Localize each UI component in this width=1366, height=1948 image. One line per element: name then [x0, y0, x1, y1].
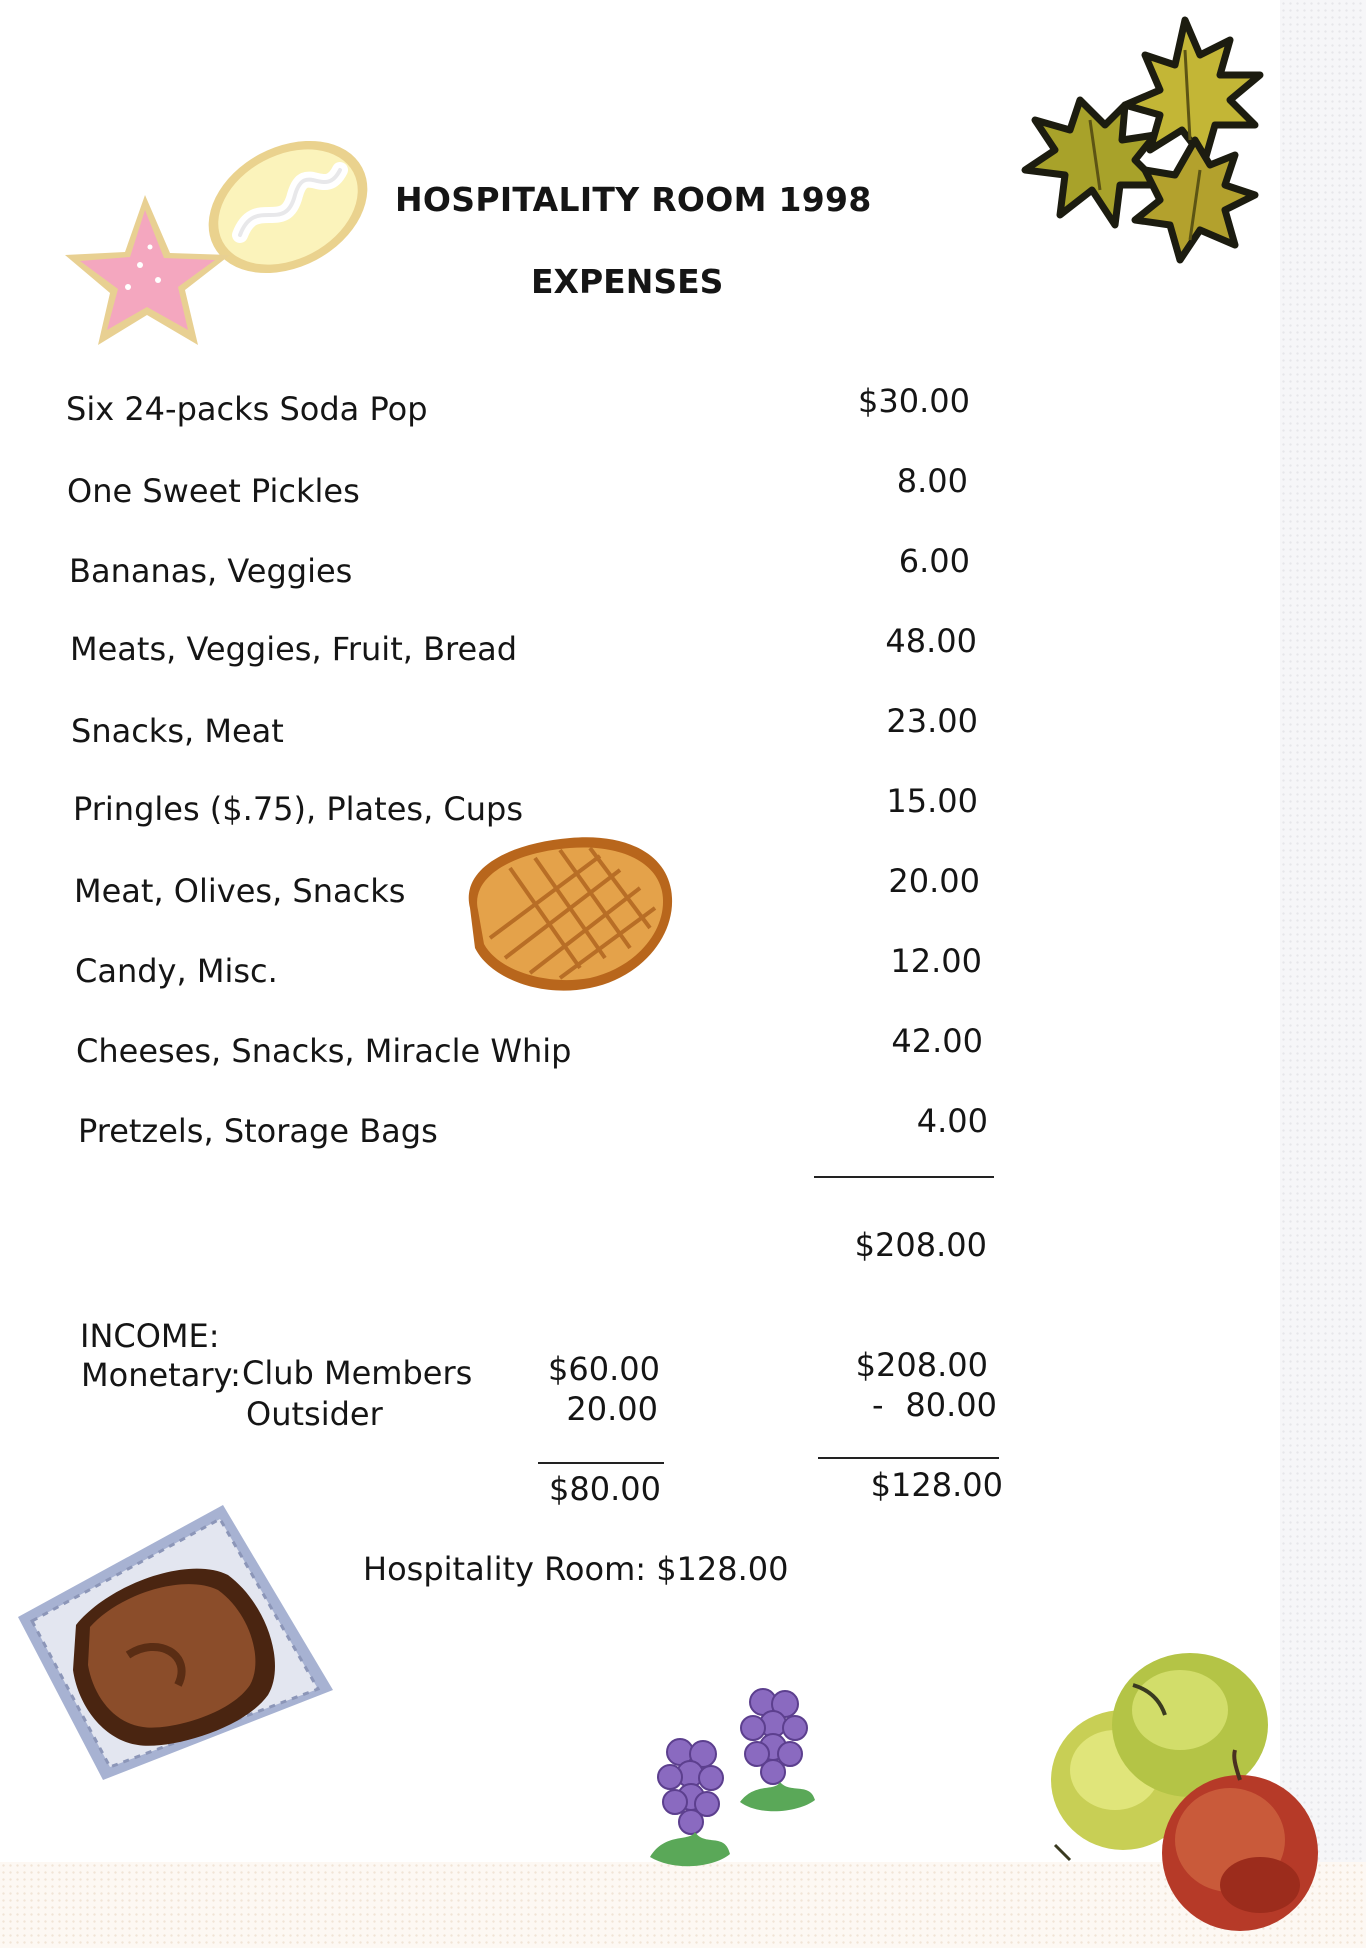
- expense-total: $208.00: [854, 1226, 987, 1264]
- chocolate-candy-image: [18, 1505, 338, 1780]
- expense-amount: 42.00: [891, 1022, 983, 1060]
- monetary-label: Monetary:: [81, 1356, 241, 1394]
- expense-amount: 4.00: [916, 1102, 988, 1140]
- expense-label: Snacks, Meat: [71, 712, 284, 750]
- expense-label: One Sweet Pickles: [67, 472, 360, 510]
- expense-label: Meats, Veggies, Fruit, Bread: [70, 630, 518, 668]
- outsider-label: Outsider: [246, 1395, 383, 1433]
- expense-label: Meat, Olives, Snacks: [74, 872, 406, 910]
- club-members-label: Club Members: [242, 1354, 473, 1392]
- calc-minus-sign: -: [872, 1386, 884, 1424]
- expense-label: Candy, Misc.: [75, 952, 278, 990]
- summary-line: Hospitality Room: $128.00: [363, 1550, 789, 1588]
- expense-amount: 23.00: [886, 702, 978, 740]
- expense-amount: 6.00: [898, 542, 970, 580]
- grape-figurines-image: [645, 1682, 840, 1882]
- income-heading: INCOME:: [80, 1317, 220, 1355]
- income-total: $80.00: [549, 1470, 661, 1508]
- expense-amount: 12.00: [890, 942, 982, 980]
- expense-amount: 15.00: [886, 782, 978, 820]
- expense-label: Pretzels, Storage Bags: [78, 1112, 438, 1150]
- club-members-amount: $60.00: [548, 1350, 660, 1388]
- calc-expenses-amount: $208.00: [855, 1346, 988, 1384]
- income-total-rule: [538, 1462, 664, 1464]
- expense-label: Cheeses, Snacks, Miracle Whip: [76, 1032, 572, 1070]
- document-title: HOSPITALITY ROOM 1998: [395, 180, 872, 219]
- outsider-amount: 20.00: [566, 1390, 658, 1428]
- expense-amount: $30.00: [858, 382, 970, 420]
- expense-amount: 20.00: [888, 862, 980, 900]
- expense-amount: 48.00: [885, 622, 977, 660]
- expense-total-rule: [814, 1176, 994, 1178]
- net-total: $128.00: [870, 1466, 1003, 1504]
- calc-income-amount: 80.00: [905, 1386, 997, 1424]
- sugar-cookies-image: [50, 115, 380, 355]
- peanut-butter-cookie-image: [450, 828, 680, 998]
- maple-leaves-image: [1010, 10, 1285, 270]
- net-total-rule: [818, 1457, 999, 1459]
- expense-label: Pringles ($.75), Plates, Cups: [73, 790, 524, 828]
- expense-amount: 8.00: [896, 462, 968, 500]
- expenses-heading: EXPENSES: [531, 262, 724, 301]
- expense-label: Six 24-packs Soda Pop: [66, 390, 428, 428]
- expense-label: Bananas, Veggies: [69, 552, 353, 590]
- apples-image: [1035, 1645, 1320, 1935]
